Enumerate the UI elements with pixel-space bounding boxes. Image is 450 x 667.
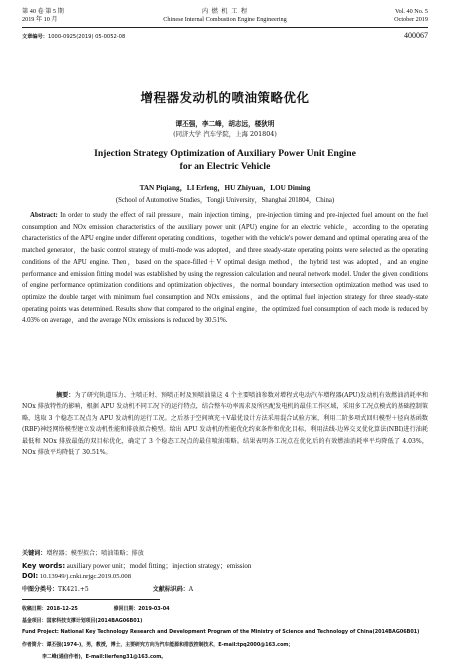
clc-label: 中图分类号：	[22, 586, 59, 593]
keywords-cn	[22, 548, 144, 557]
fund-cn-label: 基金项目：	[22, 618, 47, 624]
abstract-en-text: In order to study the effect of rail pressure，main injection timing，pre-injection timing and pre-injected fuel amount on the fuel consumption and NOx emission characteristics of the auxiliary power unit (APU) engine for an electric vehicle，according to the operating characteristics of the APU engine under different operating conditions，together with the vehicle's power demand and optimal operating area of the matched generator，the basic control strategy of multi-mode was adopted，and three steady-state operating points were selected as the operating conditions of the APU engine. Then，based on the space-filled＋V optimal design method，the hybrid test was adopted，and an engine performance and emission fitting model was established by using the regression calculation and neural network model. Under the given conditions of engine performance optimization conditions and optimization objectives，the normal boundary intersection optimization method was used to optimize the double target with minimum fuel consumption and NOx emissions，and the optimal fuel injection strategy for three steady-state operating points was determined. Results show that compared to the original engine，the optimized fuel consumption of each mode is reduced by 4.03% on average，and the average NOx emissions is reduced by 30.51%.	[22, 212, 428, 325]
article-number	[22, 33, 125, 40]
header-volume-en: Vol. 40 No. 5	[394, 8, 428, 15]
title-en-line1: Injection Strategy Optimization of Auxiliary Power Unit Engine	[94, 148, 356, 159]
abstract-en-label: Abstract:	[30, 212, 58, 219]
abstract-cn	[22, 390, 428, 458]
footnote-corresponding	[42, 653, 166, 660]
doi-text: 10.13949/j.cnki.nrjgc.2019.05.008	[38, 573, 132, 580]
journal-name-en: Chinese Internal Combustion Engine Engineering	[163, 16, 287, 23]
classification	[22, 584, 193, 593]
abstract-en	[22, 210, 428, 327]
title-en	[0, 147, 450, 173]
doc-code-label: 文献标识码：	[152, 586, 189, 593]
doc-code-value: A	[188, 586, 194, 593]
abstract-cn-text: 为了研究轨道压力、主喷正时、预喷正时及预喷油量这 4 个主要喷油参数对增程式电动汽车增程器(APU)发动机有效燃油消耗率和 NOx 排放特性的影响，根据 APU 发动机不同工况下的运行特点，结合整车功率需求及所匹配发电机的最佳工作区域，采用多工况点模式的基础控制策略，选取 3 个稳态工况点为 APU 发动机的运行工况。之后基于空间填充＋V最优设计方法采用混合试验方案，利用二阶多项式回归模型＋径向基函数(RBF)神经网络模型建立发动机性能和排放拟合模型。给出 APU 发动机的性能优化约束条件和优化目标，利用法线-边界交叉优化算法(NBI)进行油耗最低和 NOx 排放最低的双目标优化，确定了 3 个稳态工况点的最佳喷油策略。结果表明各工况点在优化后的有效燃油消耗率平均降低了 4.03%，NOx 排放平均降低了 30.51%。	[22, 392, 428, 457]
page-number: 400067	[404, 31, 428, 40]
header-date-en: October 2019	[394, 16, 428, 23]
title-cn: 增程器发动机的喷油策略优化	[140, 90, 310, 105]
keywords-en-text: auxiliary power unit；model fitting；injection strategy；emission	[65, 563, 252, 570]
revised-date: 2019-03-04	[138, 606, 170, 612]
received-label: 收稿日期：	[22, 606, 47, 612]
affiliation-cn: (同济大学 汽车学院，上海 201804)	[173, 130, 277, 138]
clc-value: TK421.+5	[58, 586, 89, 593]
author-label: 作者简介：	[22, 642, 47, 648]
fund-en-text: National Key Technology Research and Development Program of the Ministry of Science and Technology of China(2014BAG06B01)	[58, 629, 420, 635]
fund-en-label: Fund Project:	[22, 629, 59, 635]
keywords-cn-text: 增程器；模型拟合；喷油策略；排放	[46, 550, 144, 557]
title-en-line2: for an Electric Vehicle	[179, 161, 271, 172]
journal-name-cn: 内 燃 机 工 程	[201, 8, 249, 15]
header-volume: 第 40 卷 第 5 期	[22, 8, 64, 15]
footnote-dates	[22, 605, 170, 612]
keywords-en	[22, 560, 251, 570]
affiliation-en: (School of Automotive Studies，Tongji University，Shanghai 201804，China)	[115, 197, 335, 204]
article-number-value: 1000-0925(2019) 05-0052-08	[47, 34, 126, 40]
abstract-cn-label: 摘要：	[56, 392, 75, 399]
header-date: 2019 年 10 月	[22, 16, 58, 23]
article-number-label: 文章编号：	[22, 34, 48, 40]
authors-cn: 谭丕强，李二峰，胡志远，楼狄明	[175, 120, 275, 128]
received-date: 2018-12-25	[46, 606, 78, 612]
keywords-cn-label: 关键词：	[22, 550, 47, 557]
header-right	[394, 8, 428, 24]
fund-cn-text: 国家科技支撑计划项目(2014BAG06B01)	[46, 618, 143, 624]
header-center	[22, 8, 428, 24]
corresponding-author-info: 李二峰(通信作者)，E-mail:lierfeng31@163.com。	[42, 654, 167, 660]
author-info: 谭丕强(1974-)，男，教授，博士，主要研究方向为汽车能源和排放控制技术，E-mail:tpq2000@163.com；	[46, 642, 294, 648]
footnote-author	[22, 641, 293, 648]
footnote-rule	[22, 599, 160, 600]
footnote-fund-cn	[22, 617, 142, 624]
footnote-fund-en	[22, 629, 419, 635]
authors-en: TAN Piqiang，LI Erfeng，HU Zhiyuan，LOU Diming	[139, 184, 311, 192]
header-rule	[22, 27, 428, 28]
keywords-en-label: Key words:	[22, 562, 66, 570]
revised-label: 修回日期：	[113, 606, 139, 612]
doi	[22, 572, 131, 580]
doi-label: DOI:	[22, 572, 39, 580]
